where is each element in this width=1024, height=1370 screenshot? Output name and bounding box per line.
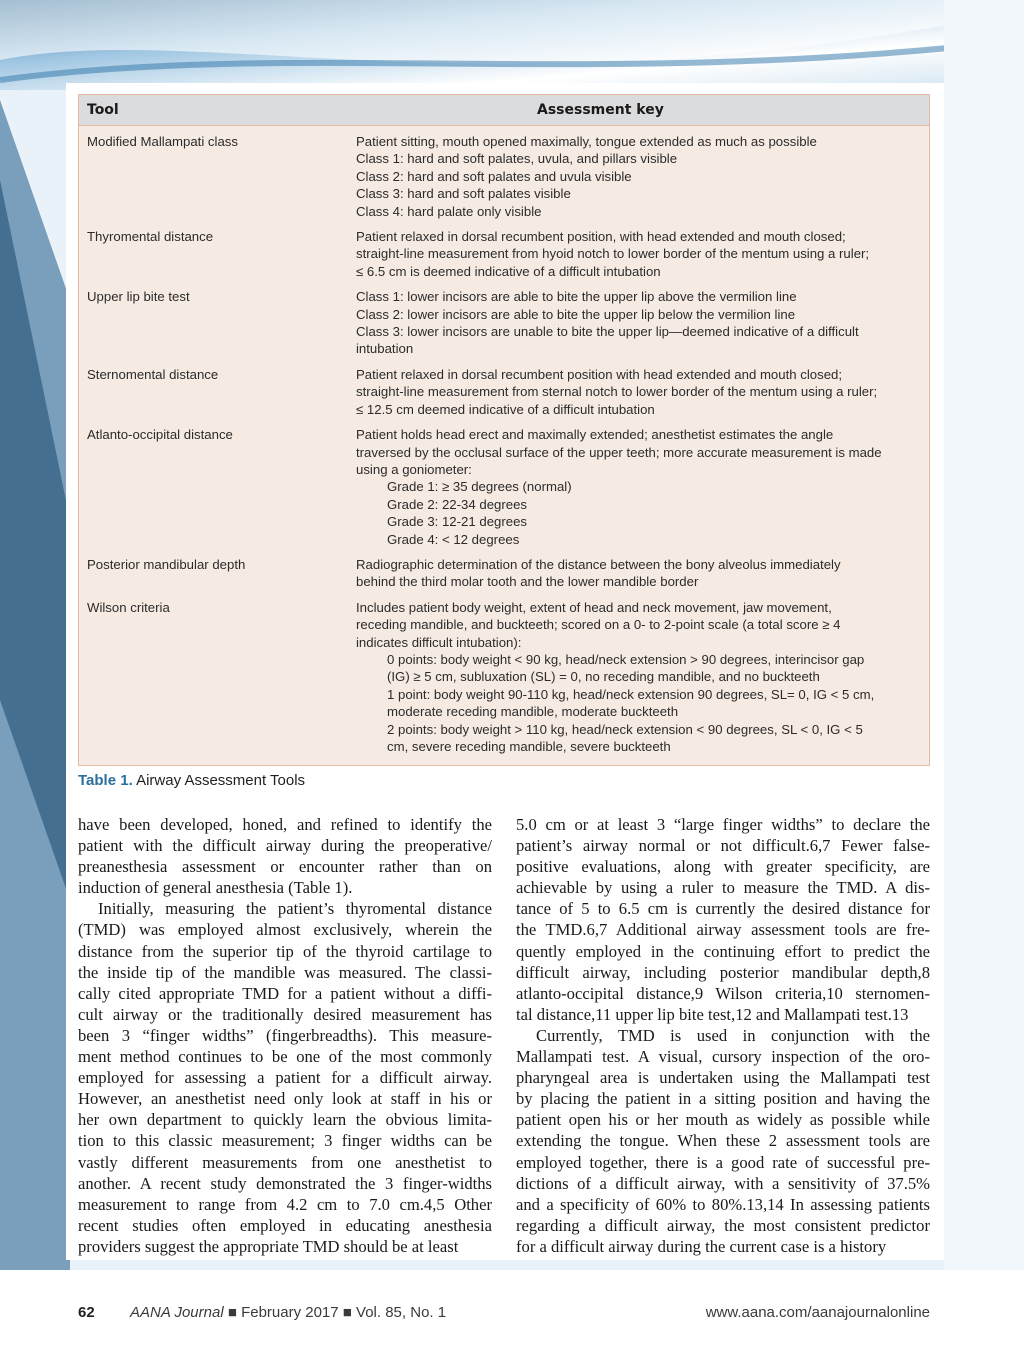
text-line: recent studies often employed in educating anesthesia [78,1215,492,1235]
assessment-key-line: using a goniometer: [356,461,472,477]
assessment-key-line: receding mandible, and buckteeth; scored on a 0- to 2-point scale (a total score ≥ 4 [356,617,841,633]
table-row [79,126,929,220]
airway-assessment-table [78,94,930,766]
assessment-key-text [356,228,924,280]
text-line: pharyngeal area is undertaken using the Mallampati test [516,1068,930,1088]
text-line: patient open his or her mouth as widely as possible while [516,1110,930,1130]
text-line: atlanto-occipital distance,9 Wilson criteria,10 sternomen- [516,983,930,1003]
text-line: and a specificity of 60% to 80%.13,14 In assessing patients [516,1194,930,1214]
assessment-key-line: 1 point: body weight 90-110 kg, head/neck extension 90 degrees, SL= 0, IG < 5 cm, [387,686,875,702]
assessment-key-line: straight-line measurement from hyoid notch to lower border of the mentum using a ruler; [356,246,870,262]
text-line: extending the tongue. When these 2 assessment tools are [516,1131,930,1151]
text-line: Mallampati test. A visual, cursory inspection of the oro- [516,1047,930,1067]
text-line: dictions of a difficult airway, with a sensitivity of 37.5% [516,1173,930,1193]
text-line: have been developed, honed, and refined to identify the [78,815,492,834]
journal-citation [130,1304,446,1321]
text-line: regarding a difficult airway, the most consistent predictor [516,1215,930,1235]
text-line: her own department to quickly learn the obvious limita- [78,1110,492,1130]
text-line: providers suggest the appropriate TMD should be at least [78,1236,459,1256]
assessment-key-line: cm, severe receding mandible, severe buckteeth [387,739,671,754]
assessment-key-line: traversed by the occlusal surface of the upper teeth; more accurate measurement is made [356,444,882,460]
table-row [79,358,929,418]
assessment-key-line: ≤ 6.5 cm is deemed indicative of a difficult intubation [356,263,661,279]
text-line: employed together, there is a good rate of successful pre- [516,1152,930,1172]
assessment-key-line: Grade 4: < 12 degrees [387,531,520,547]
tool-name: Upper lip bite test [87,289,190,305]
text-line: preanesthesia assessment or encounter rather than on [78,857,492,877]
tool-name: Posterior mandibular depth [87,556,246,572]
page-footer [78,1304,930,1324]
body-text-left-column [78,814,492,1257]
text-line: the TMD.6,7 Additional airway assessment tools are fre- [516,920,930,940]
bullet-icon: ■ [227,1304,237,1321]
page-number: 62 [78,1304,95,1321]
table-body [79,126,929,755]
tool-name: Thyromental distance [87,229,214,245]
assessment-key-line: moderate receding mandible, moderate buckteeth [387,704,679,720]
assessment-key-line: Class 2: lower incisors are able to bite the upper lip below the vermilion line [356,306,796,322]
issue-date: February 2017 [241,1304,339,1321]
journal-url: www.aana.com/aanajournalonline [705,1304,930,1321]
text-line: induction of general anesthesia (Table 1). [78,878,353,898]
assessment-key-line: 2 points: body weight > 110 kg, head/neck extension < 90 degrees, SL < 0, IG < 5 [387,721,863,737]
text-line: the inside tip of the mandible was measured. The classi- [78,962,492,982]
assessment-key-text [356,426,924,548]
caption-text: Airway Assessment Tools [136,772,306,789]
tool-name: Atlanto-occipital distance [87,427,233,443]
assessment-key-line: 0 points: body weight < 90 kg, head/neck extension > 90 degrees, interincisor gap [387,651,865,667]
assessment-key-line: Grade 3: 12-21 degrees [387,514,528,530]
table-row [79,548,929,591]
assessment-key-line: intubation [356,341,414,357]
assessment-key-line: (IG) ≥ 5 cm, subluxation (SL) = 0, no receding mandible, and no buckteeth [387,669,820,685]
text-line: measurement to range from 4.2 cm to 7.0 cm.4,5 Other [78,1194,492,1214]
text-line: However, an anesthetist need only look at staff in his or [78,1089,492,1109]
assessment-key-line: Grade 2: 22-34 degrees [387,496,528,512]
body-text-right-column [516,814,930,1257]
assessment-key-line: Patient relaxed in dorsal recumbent position with head extended and mouth closed; [356,366,843,382]
assessment-key-text [356,133,924,220]
header-tool: Tool [87,102,119,118]
table-row [79,220,929,280]
assessment-key-text [356,288,924,358]
table-row [79,280,929,358]
assessment-key-line: Grade 1: ≥ 35 degrees (normal) [387,479,572,495]
assessment-key-line: indicates difficult intubation): [356,634,522,650]
text-line: been 3 “finger widths” (fingerbreadths). This measure- [78,1025,492,1045]
text-line: for a difficult airway during the current case is a history [516,1236,887,1256]
text-line: cally cited appropriate TMD for a patient without a diffi- [78,983,492,1003]
text-line: vastly different measurements from one anesthetist to [78,1152,492,1172]
text-line: by placing the patient in a sitting position and having the [516,1089,930,1109]
text-line: (TMD) was employed almost exclusively, wherein the [78,920,492,940]
text-line: ment method continues to be one of the most commonly [78,1047,492,1067]
table-row [79,418,929,548]
text-line: another. A recent study demonstrated the 3 finger-widths [78,1173,492,1193]
assessment-key-line: Includes patient body weight, extent of head and neck movement, jaw movement, [356,599,832,615]
assessment-key-line: Patient holds head erect and maximally extended; anesthetist estimates the angle [356,427,834,443]
assessment-key-line: straight-line measurement from sternal notch to lower border of the mentum using a ruler; [356,384,878,400]
text-line: cult airway or the traditionally desired measurement has [78,1004,492,1024]
text-line: Currently, TMD is used in conjunction with the [536,1025,930,1045]
assessment-key-line: Class 4: hard palate only visible [356,203,542,219]
assessment-key-line: Patient sitting, mouth opened maximally, tongue extended as much as possible [356,134,817,149]
text-line: tal distance,11 upper lip bite test,12 and Mallampati test.13 [516,1004,909,1024]
assessment-key-line: Class 2: hard and soft palates and uvula visible [356,168,632,184]
text-line: difficult airway, including posterior mandibular depth,8 [516,962,930,982]
text-line: patient with the difficult airway during the preoperative/ [78,836,492,856]
journal-name: AANA Journal [130,1304,224,1321]
bullet-icon: ■ [342,1304,352,1321]
caption-label: Table 1. [78,772,133,789]
assessment-key-line: Radiographic determination of the distance between the bony alveolus immediately [356,556,841,572]
text-line: positive evaluations, along with greater specificity, are [516,857,930,877]
text-line: quently employed in the continuing effort to predict the [516,941,930,961]
assessment-key-line: behind the third molar tooth and the lower mandible border [356,574,699,590]
tool-name: Modified Mallampati class [87,134,238,149]
tool-name: Wilson criteria [87,599,170,615]
table-header-row [79,95,929,126]
assessment-key-line: Class 3: hard and soft palates visible [356,186,571,202]
text-line: achievable by using a ruler to measure the TMD. A dis- [516,878,930,898]
text-line: tion to this classic measurement; 3 finger widths can be [78,1131,492,1151]
assessment-key-line: Patient relaxed in dorsal recumbent position, with head extended and mouth closed; [356,229,846,245]
tool-name: Sternomental distance [87,366,219,382]
assessment-key-text [356,556,924,591]
text-line: Initially, measuring the patient’s thyromental distance [98,899,492,919]
volume-number: Vol. 85, No. 1 [356,1304,447,1321]
table-row [79,591,929,756]
assessment-key-line: Class 1: lower incisors are able to bite the upper lip above the vermilion line [356,289,797,305]
assessment-key-text [356,366,924,418]
text-line: distance from the superior tip of the thyroid cartilage to [78,941,492,961]
text-line: patient’s airway normal or not difficult.6,7 Fewer false- [516,836,930,856]
assessment-key-line: ≤ 12.5 cm deemed indicative of a difficult intubation [356,401,655,417]
text-line: employed for assessing a patient for a difficult airway. [78,1068,492,1088]
assessment-key-line: Class 1: hard and soft palates, uvula, and pillars visible [356,151,678,167]
header-assessment-key: Assessment key [537,102,664,118]
assessment-key-line: Class 3: lower incisors are unable to bite the upper lip—deemed indicative of a difficult [356,324,859,340]
text-line: tance of 5 to 6.5 cm is currently the desired distance for [516,899,930,919]
assessment-key-text [356,599,924,756]
table-caption [78,772,305,789]
text-line: 5.0 cm or at least 3 “large finger widths” to declare the [516,815,930,834]
